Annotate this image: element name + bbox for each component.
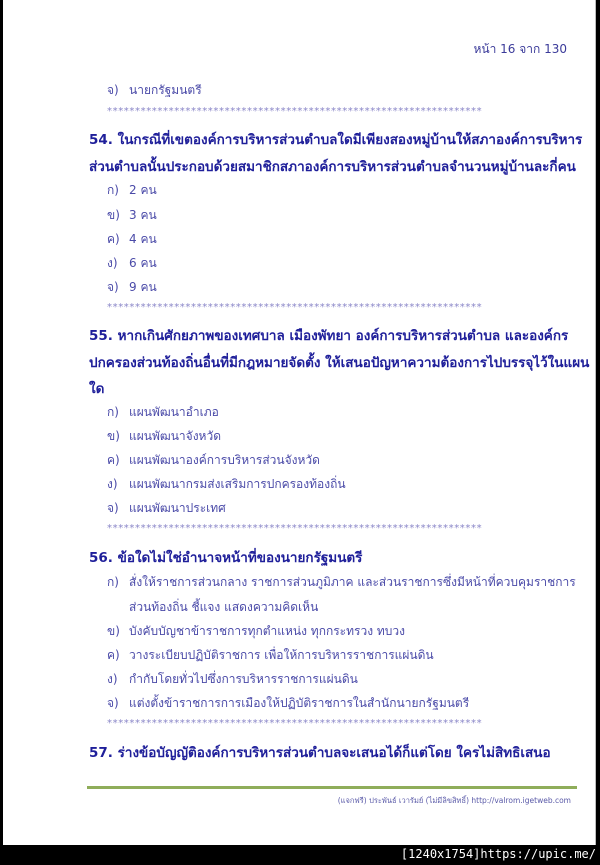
option-label: ก) [107,183,119,197]
option-text: บังคับบัญชาข้าราชการทุกตำแหน่ง ทุกกระทรวง ทบวง [129,624,406,638]
option-56-d [107,670,358,689]
option-label: ข) [107,624,120,638]
option-text: นายกรัฐมนตรี [129,83,202,97]
separator: ******************************************************************* [107,302,483,313]
option-prev-e [107,81,202,100]
option-text: 3 คน [129,208,157,222]
image-watermark: [1240x1754]https://upic.me/ [400,847,596,861]
option-54-a [107,181,157,200]
option-text: 6 คน [129,256,157,270]
option-label: ก) [107,405,119,419]
option-text: 2 คน [129,183,157,197]
option-54-b [107,206,157,225]
option-label: จ) [107,501,119,515]
option-label: จ) [107,83,119,97]
option-56-e [107,694,469,713]
question-54-line-2: ส่วนตำบลนั้นประกอบด้วยสมาชิกสภาองค์การบริหารส่วนตำบลจำนวนหมู่บ้านละกี่คน [89,159,576,175]
option-55-a [107,403,219,422]
option-55-b [107,427,221,446]
option-56-c [107,646,434,665]
footer-divider [87,786,577,789]
option-text: แผนพัฒนาองค์การบริหารส่วนจังหวัด [129,453,320,467]
option-label: ค) [107,453,120,467]
option-55-d [107,475,346,494]
question-54-line-1: 54. ในกรณีที่เขตองค์การบริหารส่วนตำบลใดมีเพียงสองหมู่บ้านให้สภาองค์การบริหาร [89,132,583,148]
question-57-line-1: 57. ร่างข้อบัญญัติองค์การบริหารส่วนตำบลจะเสนอได้ก็แต่โดย ใครไม่สิทธิเสนอ [89,745,551,761]
option-54-c [107,230,157,249]
option-text: 9 คน [129,280,157,294]
option-text: แผนพัฒนากรมส่งเสริมการปกครองท้องถิ่น [129,477,346,491]
option-label: จ) [107,280,119,294]
option-text: 4 คน [129,232,157,246]
option-55-e [107,499,226,518]
option-label: ง) [107,256,118,270]
question-55-line-1: 55. หากเกินศักยภาพของเทศบาล เมืองพัทยา องค์การบริหารส่วนตำบล และองค์กร [89,328,569,344]
option-text: วางระเบียบปฏิบัติราชการ เพื่อให้การบริหารราชการแผ่นดิน [129,648,434,662]
option-label: ง) [107,672,118,686]
option-label: จ) [107,696,119,710]
option-54-d [107,254,157,273]
option-text: แต่งตั้งข้าราชการการเมืองให้ปฏิบัติราชการในสำนักนายกรัฐมนตรี [129,696,470,710]
separator: ******************************************************************* [107,106,483,117]
option-text: สั่งให้ราชการส่วนกลาง ราชการส่วนภูมิภาค และส่วนราชการซึ่งมีหน้าที่ควบคุมราชการ [129,575,576,589]
separator: ******************************************************************* [107,718,483,729]
option-label: ข) [107,208,120,222]
option-label: ข) [107,429,120,443]
option-text: กำกับโดยทั่วไปซึ่งการบริหารราชการแผ่นดิน [129,672,358,686]
option-label: ค) [107,232,120,246]
question-56-line-1: 56. ข้อใดไม่ใช่อำนาจหน้าที่ของนายกรัฐมนตรี [89,550,363,566]
option-56-a-continuation: ส่วนท้องถิ่น ชี้แจง แสดงความคิดเห็น [129,600,319,614]
page-number: หน้า 16 จาก 130 [473,42,567,56]
option-text: แผนพัฒนาอำเภอ [129,405,219,419]
separator: ******************************************************************* [107,523,483,534]
footer-credit: (แจกฟรี) ประพันธ์ เวารัมย์ (ไม่มีลิขสิทธิ์) http://valrom.igetweb.com [337,796,571,805]
option-label: ค) [107,648,120,662]
option-label: ง) [107,477,118,491]
option-label: ก) [107,575,119,589]
document-page [3,0,596,845]
question-55-line-3: ใด [89,381,105,397]
option-56-a [107,573,576,592]
question-55-line-2: ปกครองส่วนท้องถิ่นอื่นที่มีกฎหมายจัดตั้ง ให้เสนอปัญหาความต้องการไปบรรจุไว้ในแผน [89,355,590,371]
option-55-c [107,451,320,470]
option-text: แผนพัฒนาประเทศ [129,501,226,515]
option-56-b [107,622,405,641]
option-text: แผนพัฒนาจังหวัด [129,429,221,443]
option-54-e [107,278,157,297]
